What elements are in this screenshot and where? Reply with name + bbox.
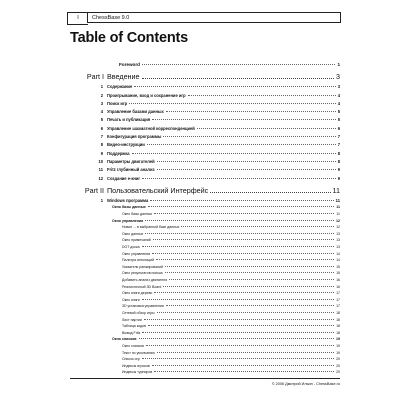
- toc-entry-number: 8: [100, 142, 103, 148]
- dot-leader: [142, 64, 336, 65]
- toc-entry-sub[interactable]: [70, 275, 340, 282]
- dot-leader: [188, 95, 336, 96]
- toc-entry-page: 18: [336, 317, 340, 322]
- toc-entry-title: Окно базы данных: [122, 212, 153, 217]
- dot-leader: [142, 78, 334, 79]
- footer-text: © 2006 Дмитрий Ильин - ChessBase.ru: [271, 382, 340, 386]
- toc-entry-title: Управление шахматной корреспонденцией: [107, 125, 195, 131]
- toc-entry-number: 9: [100, 150, 103, 156]
- dot-leader: [129, 103, 336, 104]
- toc-entry-sub[interactable]: [70, 289, 340, 296]
- toc-entry-title: Foreword: [119, 62, 140, 67]
- toc-entry-ch[interactable]: [70, 122, 340, 130]
- toc-entry-title: Палитра аннотаций: [122, 258, 155, 263]
- toc-entry-sub[interactable]: [70, 302, 340, 309]
- toc-entry-title: Введение: [107, 72, 140, 81]
- toc-entry-number: 4: [100, 109, 103, 115]
- toc-entry-ch[interactable]: [70, 156, 340, 164]
- toc-entry-title: Текст по умолчанию: [122, 350, 155, 355]
- toc-entry-page: 18: [336, 330, 340, 335]
- toc-entry-ch[interactable]: [70, 172, 340, 180]
- toc-entry-title: Индексы турниров: [122, 370, 153, 375]
- toc-entry-sec[interactable]: [70, 216, 340, 223]
- toc-entry-page: 9: [337, 167, 340, 173]
- toc-entry-title: Окно управления: [122, 251, 151, 256]
- dot-leader: [148, 206, 334, 207]
- toc-entry-page: 19: [336, 337, 340, 342]
- toc-entry-number: 2: [100, 92, 103, 98]
- toc-entry-sub[interactable]: [70, 322, 340, 329]
- toc-entry-page: 19: [336, 343, 340, 348]
- toc-entry-number: 7: [100, 134, 103, 140]
- dot-leader: [165, 272, 334, 273]
- toc-entry-page: 7: [337, 134, 340, 140]
- toc-entry-sub[interactable]: [70, 348, 340, 355]
- dot-leader: [150, 200, 333, 201]
- toc-list: [70, 55, 340, 374]
- dot-leader: [139, 338, 335, 339]
- dot-leader: [181, 226, 334, 227]
- dot-leader: [157, 161, 336, 162]
- toc-entry-number: 1: [100, 84, 103, 90]
- toc-entry-title: Вывод Fritz: [122, 330, 141, 335]
- toc-entry-title: Видео-инструкции: [107, 142, 145, 148]
- toc-entry-page: 4: [337, 92, 340, 98]
- toc-entry-title: 3D установка управления: [122, 304, 164, 309]
- toc-entry-part[interactable]: [70, 182, 340, 195]
- toc-entry-sub[interactable]: [70, 249, 340, 256]
- toc-entry-title: Список игр: [122, 357, 140, 362]
- toc-entry-title: Содержание: [107, 84, 133, 90]
- dot-leader: [157, 352, 334, 353]
- dot-leader: [146, 345, 334, 346]
- dot-leader: [152, 253, 334, 254]
- toc-entry-page: 4: [337, 100, 340, 106]
- dot-leader: [148, 325, 334, 326]
- dot-leader: [142, 358, 334, 359]
- toc-entry-page: 7: [337, 142, 340, 148]
- dot-leader: [154, 292, 334, 293]
- toc-entry-page: 12: [336, 225, 340, 230]
- dot-leader: [163, 286, 334, 287]
- dot-leader: [132, 153, 336, 154]
- toc-entry-title: DGT доска: [122, 245, 140, 250]
- toc-entry-page: 13: [336, 245, 340, 250]
- toc-entry-title: Лист партии: [122, 317, 142, 322]
- toc-entry-sub[interactable]: [70, 355, 340, 362]
- toc-entry-sub[interactable]: [70, 209, 340, 216]
- toc-entry-page: 11: [336, 205, 340, 210]
- toc-entry-sub[interactable]: [70, 361, 340, 368]
- toc-entry-number: 12: [98, 175, 103, 181]
- toc-entry-title: Конфигурация программы: [107, 134, 162, 140]
- toc-entry-title: Добавить анализ двигателя: [122, 277, 168, 282]
- toc-entry-page: 19: [336, 350, 340, 355]
- toc-entry-page: 11: [332, 185, 340, 195]
- toc-entry-sec[interactable]: [70, 203, 340, 210]
- toc-entry-title: Окно результатов поиска: [122, 271, 163, 276]
- dot-leader: [163, 136, 335, 137]
- toc-entry-part[interactable]: [70, 68, 340, 81]
- toc-entry-title: Индексы игроков: [122, 363, 150, 368]
- toc-entry-title: Указатель ранжирований: [122, 264, 163, 269]
- toc-entry-title: Окно данных: [122, 231, 144, 236]
- toc-entry-sub[interactable]: [70, 242, 340, 249]
- toc-entry-sub[interactable]: [70, 256, 340, 263]
- toc-entry-page: 18: [336, 310, 340, 315]
- toc-entry-page: 15: [336, 264, 340, 269]
- toc-entry-sub[interactable]: [70, 295, 340, 302]
- toc-entry-ch[interactable]: [70, 139, 340, 147]
- dot-leader: [147, 144, 336, 145]
- toc-entry-title: Проигрывание, вход и сохранение игр: [107, 92, 186, 98]
- toc-entry-sub[interactable]: [70, 236, 340, 243]
- page-title: Table of Contents: [70, 30, 188, 46]
- toc-entry-ch[interactable]: [70, 114, 340, 122]
- toc-entry-page: 14: [336, 258, 340, 263]
- toc-entry-sec[interactable]: [70, 335, 340, 342]
- toc-entry-title: Создание е-книг: [107, 175, 141, 181]
- dot-leader: [166, 305, 334, 306]
- dot-leader: [210, 192, 330, 193]
- toc-entry-sub[interactable]: [70, 229, 340, 236]
- toc-entry-number: 11: [98, 167, 103, 173]
- dot-leader: [145, 220, 334, 221]
- toc-entry-page: 8: [337, 150, 340, 156]
- dot-leader: [165, 266, 334, 267]
- toc-entry-ch[interactable]: [70, 81, 340, 89]
- dot-leader: [157, 169, 336, 170]
- dot-leader: [152, 119, 336, 120]
- toc-entry-title: Параметры двигателей: [107, 158, 155, 164]
- toc-entry-title: Окно примечаний: [122, 238, 151, 243]
- header-page-number: I: [67, 12, 88, 25]
- toc-entry-title: Окно списков: [112, 337, 137, 342]
- toc-entry-sub[interactable]: [70, 282, 340, 289]
- toc-entry-number: 10: [98, 158, 103, 164]
- toc-entry-page: 15: [336, 271, 340, 276]
- toc-entry-page: 11: [335, 197, 340, 203]
- toc-entry-page: 12: [336, 218, 340, 223]
- toc-entry-page: 5: [337, 109, 340, 115]
- dot-leader: [142, 178, 336, 179]
- toc-entry-number: Part II: [84, 185, 104, 195]
- toc-entry-title: Реалистичный 3D Board: [122, 284, 162, 289]
- toc-entry-ch[interactable]: [70, 106, 340, 114]
- toc-entry-page: 17: [336, 291, 340, 296]
- toc-entry-title: Печать и публикация: [107, 117, 151, 123]
- dot-leader: [154, 371, 334, 372]
- dot-leader: [156, 259, 334, 260]
- dot-leader: [197, 128, 336, 129]
- toc-entry-sub[interactable]: [70, 368, 340, 375]
- toc-entry-ch[interactable]: [70, 131, 340, 139]
- toc-entry-title: Окно книги дерево: [122, 291, 153, 296]
- header-title: ChessBase 9.0: [87, 12, 341, 23]
- toc-entry-fwd[interactable]: [70, 55, 340, 67]
- toc-entry-sub[interactable]: [70, 223, 340, 230]
- toc-entry-title: Окно управления: [112, 218, 144, 223]
- dot-leader: [144, 319, 334, 320]
- toc-entry-sub[interactable]: [70, 269, 340, 276]
- toc-entry-page: 3: [336, 72, 340, 81]
- toc-entry-sub[interactable]: [70, 315, 340, 322]
- toc-entry-number: 6: [100, 125, 103, 131]
- toc-entry-number: 3: [100, 100, 103, 106]
- dot-leader: [153, 239, 334, 240]
- toc-entry-page: 16: [336, 284, 340, 289]
- toc-entry-page: 17: [336, 297, 340, 302]
- dot-leader: [134, 86, 335, 87]
- toc-entry-ch[interactable]: [70, 89, 340, 97]
- toc-entry-page: 11: [336, 212, 340, 217]
- toc-entry-page: 20: [336, 363, 340, 368]
- toc-entry-page: 13: [336, 231, 340, 236]
- toc-entry-page: 16: [336, 277, 340, 282]
- toc-entry-sub[interactable]: [70, 262, 340, 269]
- toc-entry-title: Windows программа: [107, 197, 149, 203]
- toc-entry-page: 5: [337, 117, 340, 123]
- toc-entry-title: Сетевой обзор игры: [122, 310, 155, 315]
- toc-entry-page: 17: [336, 304, 340, 309]
- toc-entry-title: Таблица кодов: [122, 324, 146, 329]
- toc-entry-ch[interactable]: [70, 164, 340, 172]
- toc-entry-ch[interactable]: [70, 195, 340, 203]
- toc-entry-sub[interactable]: [70, 308, 340, 315]
- dot-leader: [145, 233, 334, 234]
- toc-entry-number: Part I: [86, 72, 104, 81]
- toc-entry-title: Fritz глубинный анализ: [107, 167, 155, 173]
- toc-entry-ch[interactable]: [70, 98, 340, 106]
- toc-entry-title: Окно базы данных: [112, 205, 146, 210]
- toc-entry-title: Управление базами данных: [107, 109, 164, 115]
- dot-leader: [142, 299, 334, 300]
- toc-entry-page: 20: [336, 357, 340, 362]
- dot-leader: [169, 279, 334, 280]
- toc-entry-page: 6: [337, 125, 340, 131]
- toc-entry-title: Поддержка: [107, 150, 130, 156]
- dot-leader: [154, 213, 334, 214]
- toc-entry-number: 1: [100, 197, 103, 203]
- dot-leader: [152, 365, 334, 366]
- dot-leader: [157, 312, 335, 313]
- toc-entry-page: 14: [336, 251, 340, 256]
- toc-entry-sub[interactable]: [70, 328, 340, 335]
- dot-leader: [142, 246, 335, 247]
- toc-entry-title: Поиск игр: [107, 100, 128, 106]
- toc-entry-page: 3: [337, 84, 340, 90]
- toc-entry-title: Окно списков: [122, 343, 144, 348]
- toc-entry-page: 9: [337, 175, 340, 181]
- toc-entry-title: Окно книги: [122, 297, 140, 302]
- toc-entry-title: Новое ... в выбранной базе данных: [122, 225, 180, 230]
- toc-entry-page: 18: [336, 324, 340, 329]
- footer-rule: [70, 378, 340, 379]
- dot-leader: [166, 111, 336, 112]
- dot-leader: [142, 332, 334, 333]
- toc-entry-page: 8: [337, 158, 340, 164]
- toc-entry-page: 13: [336, 238, 340, 243]
- toc-entry-number: 5: [100, 117, 103, 123]
- toc-entry-page: 1: [337, 62, 340, 67]
- toc-entry-title: Пользовательский Интерфейс: [107, 185, 209, 195]
- toc-entry-page: 20: [336, 370, 340, 375]
- toc-entry-sub[interactable]: [70, 341, 340, 348]
- toc-entry-ch[interactable]: [70, 147, 340, 155]
